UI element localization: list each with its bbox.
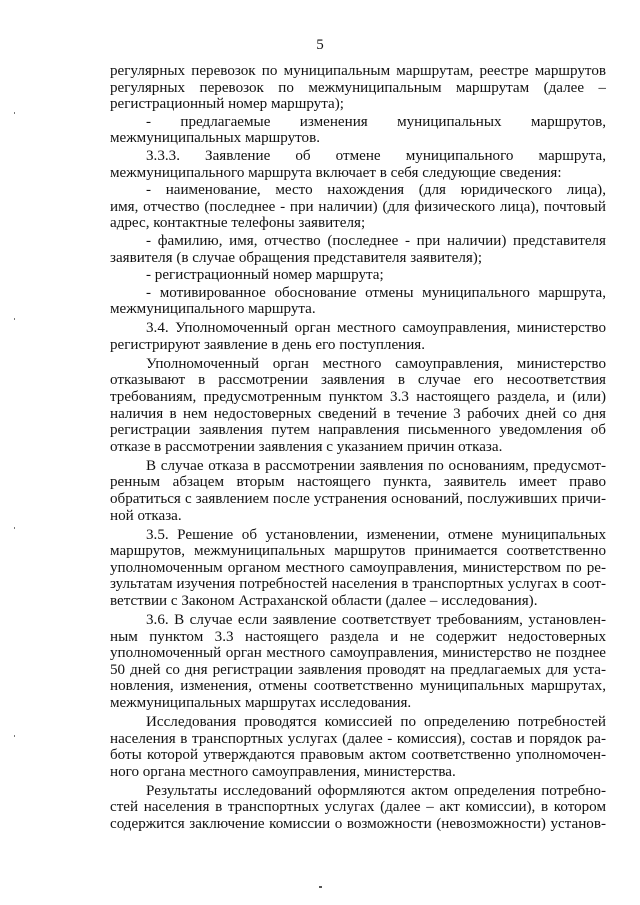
text-line: ного органа местного самоуправления, министерства. <box>110 763 456 780</box>
text-line: межмуниципальных маршрутах исследования. <box>110 694 412 711</box>
text-line: уполномоченным органом местного самоуправления, министерством по ре- <box>110 559 606 576</box>
text-line: наличия в нем недостоверных сведений в течение 3 рабочих дней со дня <box>110 405 606 422</box>
margin-mark <box>14 112 15 114</box>
margin-mark <box>14 735 15 737</box>
text-line: 3.6. В случае если заявление соответствует требованиям, установлен- <box>146 611 606 628</box>
text-line: имя, отчество (последнее - при наличии) (для физического лица), почтовый <box>110 198 606 215</box>
text-line: ренным абзацем вторым настоящего пункта, заявитель имеет право <box>110 474 606 491</box>
text-line: регистрационный номер маршрута); <box>110 96 344 113</box>
margin-mark <box>14 527 15 529</box>
text-line: зультатам изучения потребностей населения в транспортных услугах в соот- <box>110 576 606 593</box>
text-line: уполномоченный орган местного самоуправления, министерство не позднее <box>110 645 606 662</box>
text-line: боты которой утверждаются правовым актом соответственно уполномочен- <box>110 747 606 764</box>
text-line: населения в транспортных услугах (далее - комиссия), состав и порядок ра- <box>110 730 606 747</box>
text-line: регулярных перевозок по муниципальным маршрутам, реестре маршрутов <box>110 63 606 79</box>
text-line: заявителя (в случае обращения представителя заявителя); <box>110 249 483 266</box>
text-line: адрес, контактные телефоны заявителя; <box>110 215 366 232</box>
text-line: 3.5. Решение об установлении, изменении, отмене муниципальных <box>146 526 606 543</box>
text-line: - регистрационный номер маршрута; <box>146 267 384 284</box>
text-line: - мотивированное обоснование отмены муниципального маршрута, <box>146 284 606 301</box>
text-line: ной отказа. <box>110 507 182 524</box>
text-line: ветствии с Законом Астраханской области (далее – исследования). <box>110 592 538 609</box>
text-line: Исследования проводятся комиссией по определению потребностей <box>146 713 606 730</box>
text-line: регистрируют заявление в день его поступления. <box>110 336 426 353</box>
text-line: требованиям, предусмотренным пунктом 3.3 настоящего раздела, и (или) <box>110 389 606 406</box>
text-line: отказе в рассмотрении заявления с указанием причин отказа. <box>110 438 503 455</box>
text-line: стей населения в транспортных услугах (далее – акт комиссии), в котором <box>110 799 606 816</box>
text-line: 3.3.3. Заявление об отмене муниципального маршрута, <box>146 147 606 164</box>
document-body <box>110 63 606 832</box>
text-line: регистрации заявления путем направления письменного уведомления об <box>110 422 606 439</box>
text-line: межмуниципального маршрута включает в себя следующие сведения: <box>110 164 562 181</box>
text-line: Результаты исследований оформляются актом определения потребно- <box>146 782 606 799</box>
text-line: отказывают в рассмотрении заявления в случае его несоответствия <box>110 372 606 389</box>
text-line: обратиться с заявлением после устранения оснований, послуживших причи- <box>110 491 606 508</box>
text-line: - наименование, место нахождения (для юридического лица), <box>146 182 606 199</box>
text-line: новления, изменения, отмены соответственно муниципальных маршрутах, <box>110 678 606 695</box>
text-line: межмуниципального маршрута. <box>110 301 316 318</box>
text-line: ным пунктом 3.3 настоящего раздела и не содержит недостоверных <box>110 628 606 645</box>
text-line: регулярных перевозок по межмуниципальным маршрутам (далее – <box>110 79 606 96</box>
text-line: содержится заключение комиссии о возможности (невозможности) установ- <box>110 815 606 832</box>
text-line: 50 дней со дня регистрации заявления проводят на предлагаемых для уста- <box>110 661 606 678</box>
text-line: - предлагаемые изменения муниципальных маршрутов, <box>146 113 606 130</box>
page-number: 5 <box>316 37 324 53</box>
scan-mark <box>319 886 322 888</box>
margin-mark <box>14 318 15 320</box>
text-line: 3.4. Уполномоченный орган местного самоуправления, министерство <box>146 320 606 337</box>
text-line: Уполномоченный орган местного самоуправления, министерство <box>146 355 606 372</box>
text-line: - фамилию, имя, отчество (последнее - при наличии) представителя <box>146 232 606 249</box>
text-line: межмуниципальных маршрутов. <box>110 130 321 147</box>
text-line: В случае отказа в рассмотрении заявления по основаниям, предусмот- <box>146 457 606 474</box>
text-line: маршрутов, межмуниципальных маршрутов принимается соответственно <box>110 543 606 560</box>
